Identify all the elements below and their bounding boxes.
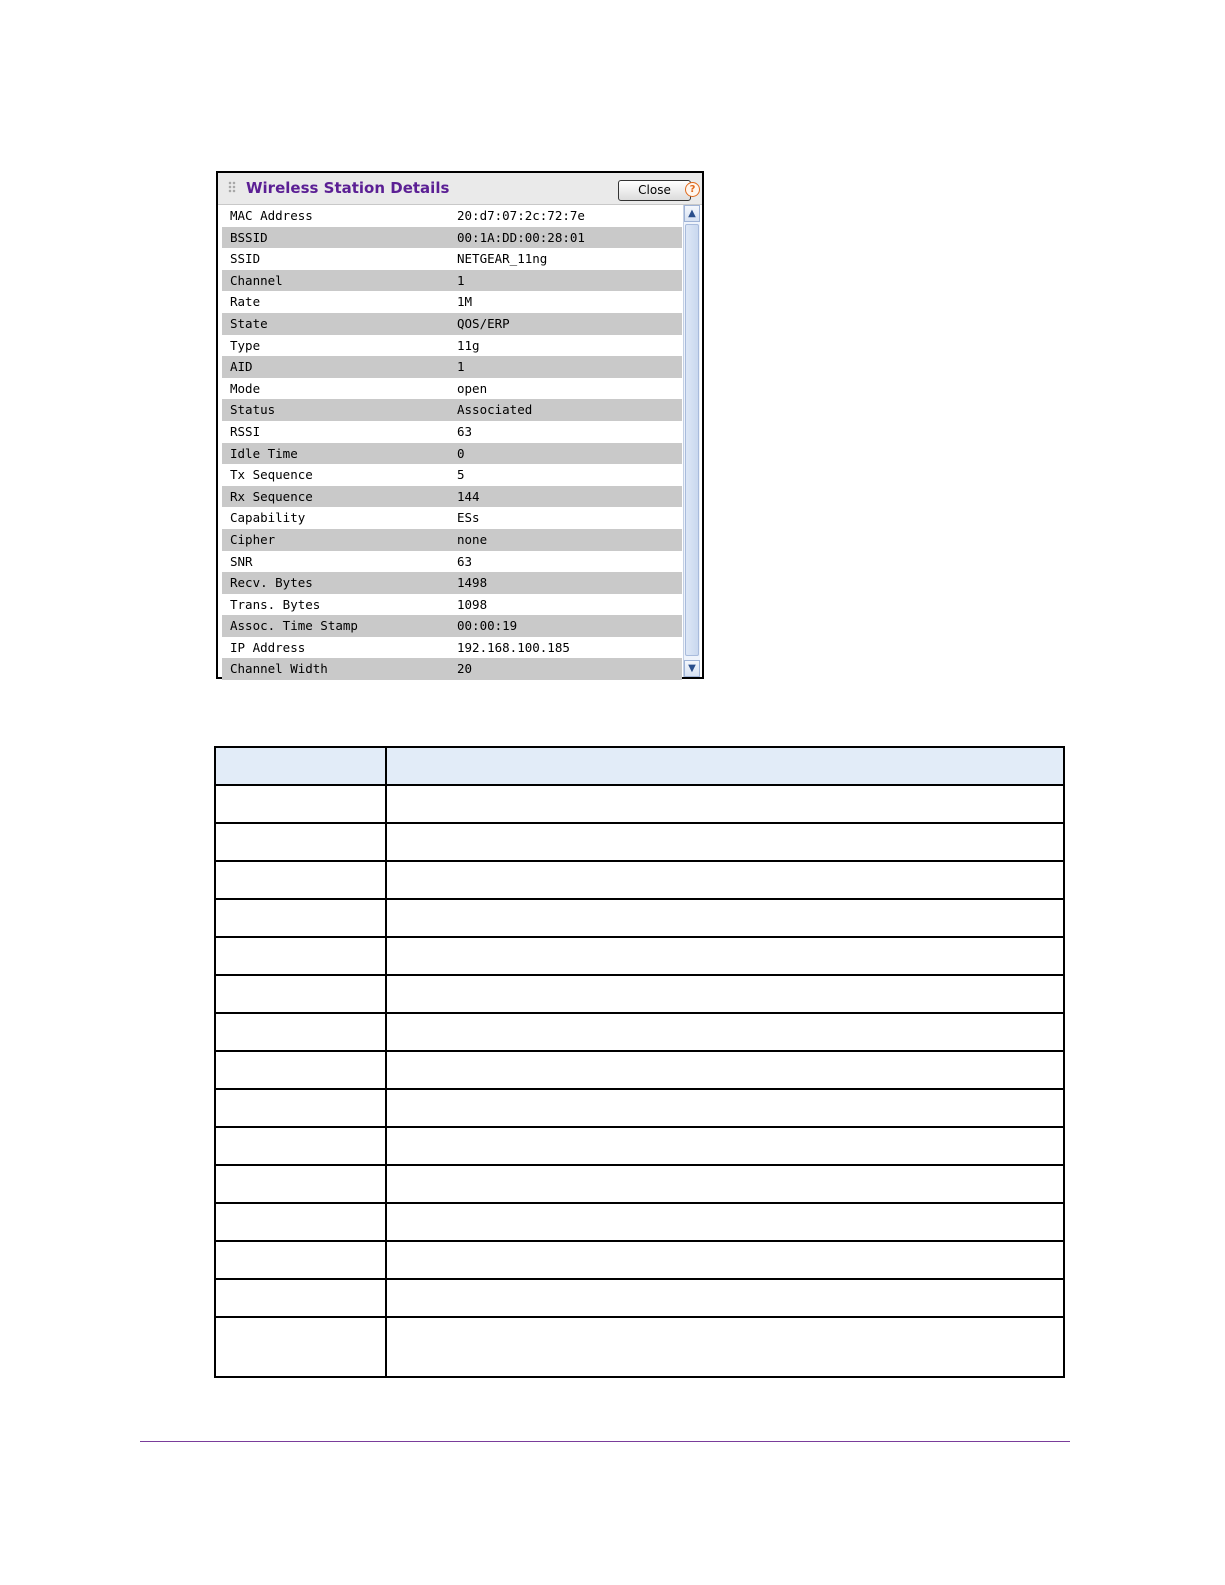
- table-cell: [386, 1317, 1064, 1377]
- table-row: [215, 861, 1064, 899]
- detail-row: [222, 529, 682, 551]
- detail-label: Status: [230, 402, 276, 418]
- table-cell: [215, 1241, 386, 1279]
- detail-value: 192.168.100.185: [457, 639, 570, 655]
- table-row: [215, 937, 1064, 975]
- detail-label: Mode: [230, 380, 261, 396]
- table-cell: [215, 1051, 386, 1089]
- detail-value: 0: [457, 445, 465, 461]
- table-cell: [215, 1013, 386, 1051]
- detail-row: [222, 551, 682, 573]
- detail-label: Capability: [230, 510, 306, 526]
- detail-value: 1: [457, 359, 465, 375]
- detail-value: 1M: [457, 294, 473, 310]
- detail-row: [222, 658, 682, 680]
- detail-label: AID: [230, 359, 253, 375]
- detail-row: [222, 270, 682, 292]
- detail-label: Rx Sequence: [230, 488, 313, 504]
- table-cell: [215, 1165, 386, 1203]
- detail-row: [222, 486, 682, 508]
- detail-value: 63: [457, 423, 473, 439]
- detail-row: [222, 313, 682, 335]
- detail-value: open: [457, 380, 488, 396]
- table-row: [215, 1127, 1064, 1165]
- help-icon[interactable]: ?: [685, 182, 700, 197]
- table-cell: [215, 861, 386, 899]
- table-cell: [386, 1013, 1064, 1051]
- detail-label: SSID: [230, 251, 261, 267]
- table-cell: [386, 1127, 1064, 1165]
- detail-row: [222, 399, 682, 421]
- detail-label: Channel: [230, 272, 283, 288]
- table-cell: [386, 1241, 1064, 1279]
- detail-row: [222, 205, 682, 227]
- detail-label: Tx Sequence: [230, 467, 313, 483]
- detail-label: Assoc. Time Stamp: [230, 618, 358, 634]
- detail-value: ESs: [457, 510, 480, 526]
- detail-label: BSSID: [230, 229, 268, 245]
- detail-label: Type: [230, 337, 261, 353]
- dialog-header[interactable]: [218, 173, 702, 205]
- table-row: [215, 785, 1064, 823]
- scroll-down-icon[interactable]: ▼: [684, 660, 700, 677]
- table-cell: [215, 1127, 386, 1165]
- table-row: [215, 823, 1064, 861]
- detail-label: RSSI: [230, 423, 261, 439]
- table-cell: [386, 785, 1064, 823]
- table-row: [215, 899, 1064, 937]
- detail-row: [222, 291, 682, 313]
- detail-label: MAC Address: [230, 208, 313, 223]
- table-cell: [386, 861, 1064, 899]
- detail-value: 63: [457, 553, 473, 569]
- detail-row: [222, 421, 682, 443]
- detail-value: QOS/ERP: [457, 315, 510, 331]
- table-cell: [215, 1279, 386, 1317]
- table-cell: [386, 1279, 1064, 1317]
- table-row: [215, 1051, 1064, 1089]
- table-cell: [215, 823, 386, 861]
- detail-row: [222, 227, 682, 249]
- detail-value: 20:d7:07:2c:72:7e: [457, 208, 585, 223]
- detail-value: Associated: [457, 402, 533, 418]
- detail-value: 1498: [457, 575, 488, 591]
- detail-row: [222, 615, 682, 637]
- detail-value: NETGEAR_11ng: [457, 251, 548, 267]
- table-header-row: [215, 747, 1064, 785]
- detail-label: Idle Time: [230, 445, 298, 461]
- table-cell: [386, 975, 1064, 1013]
- detail-value: 1: [457, 272, 465, 288]
- detail-row: [222, 594, 682, 616]
- wireless-station-details-dialog: [216, 171, 704, 679]
- dialog-title: Wireless Station Details: [246, 179, 450, 197]
- detail-row: [222, 637, 682, 659]
- table-cell: [386, 1051, 1064, 1089]
- detail-value: 11g: [457, 337, 480, 353]
- detail-row: [222, 443, 682, 465]
- detail-label: State: [230, 315, 268, 331]
- table-cell: [386, 1165, 1064, 1203]
- table-cell: [386, 937, 1064, 975]
- footer-divider: [140, 1441, 1070, 1442]
- detail-value: 00:00:19: [457, 618, 518, 634]
- detail-value: 00:1A:DD:00:28:01: [457, 229, 585, 245]
- table-cell: [386, 1203, 1064, 1241]
- table-header-cell: [215, 747, 386, 785]
- detail-row: [222, 572, 682, 594]
- detail-value: 20: [457, 661, 473, 677]
- close-button[interactable]: Close: [618, 180, 691, 201]
- table-cell: [215, 975, 386, 1013]
- detail-row: [222, 464, 682, 486]
- station-details-list: [222, 205, 682, 680]
- table-cell: [386, 899, 1064, 937]
- drag-handle-icon[interactable]: [228, 181, 236, 193]
- table-cell: [215, 1203, 386, 1241]
- detail-value: 144: [457, 488, 480, 504]
- scrollbar-thumb[interactable]: [685, 224, 699, 656]
- detail-label: SNR: [230, 553, 253, 569]
- table-row: [215, 1013, 1064, 1051]
- description-table: [214, 746, 1065, 1378]
- detail-label: Channel Width: [230, 661, 328, 677]
- table-cell: [215, 899, 386, 937]
- table-row: [215, 1165, 1064, 1203]
- detail-row: [222, 356, 682, 378]
- table-cell: [215, 1317, 386, 1377]
- detail-label: IP Address: [230, 639, 306, 655]
- detail-row: [222, 248, 682, 270]
- detail-row: [222, 378, 682, 400]
- detail-label: Recv. Bytes: [230, 575, 313, 591]
- table-row: [215, 1203, 1064, 1241]
- table-header-cell: [386, 747, 1064, 785]
- vertical-scrollbar[interactable]: [683, 205, 700, 677]
- table-cell: [386, 823, 1064, 861]
- table-row: [215, 1317, 1064, 1377]
- detail-value: 1098: [457, 596, 488, 612]
- detail-row: [222, 335, 682, 357]
- detail-label: Cipher: [230, 531, 276, 547]
- table-cell: [386, 1089, 1064, 1127]
- table-cell: [215, 937, 386, 975]
- detail-label: Rate: [230, 294, 261, 310]
- table-row: [215, 1089, 1064, 1127]
- table-cell: [215, 1089, 386, 1127]
- scroll-up-icon[interactable]: ▲: [684, 205, 700, 222]
- table-row: [215, 975, 1064, 1013]
- table-row: [215, 1241, 1064, 1279]
- table-row: [215, 1279, 1064, 1317]
- detail-value: 5: [457, 467, 465, 483]
- detail-label: Trans. Bytes: [230, 596, 321, 612]
- detail-row: [222, 507, 682, 529]
- detail-value: none: [457, 531, 488, 547]
- table-cell: [215, 785, 386, 823]
